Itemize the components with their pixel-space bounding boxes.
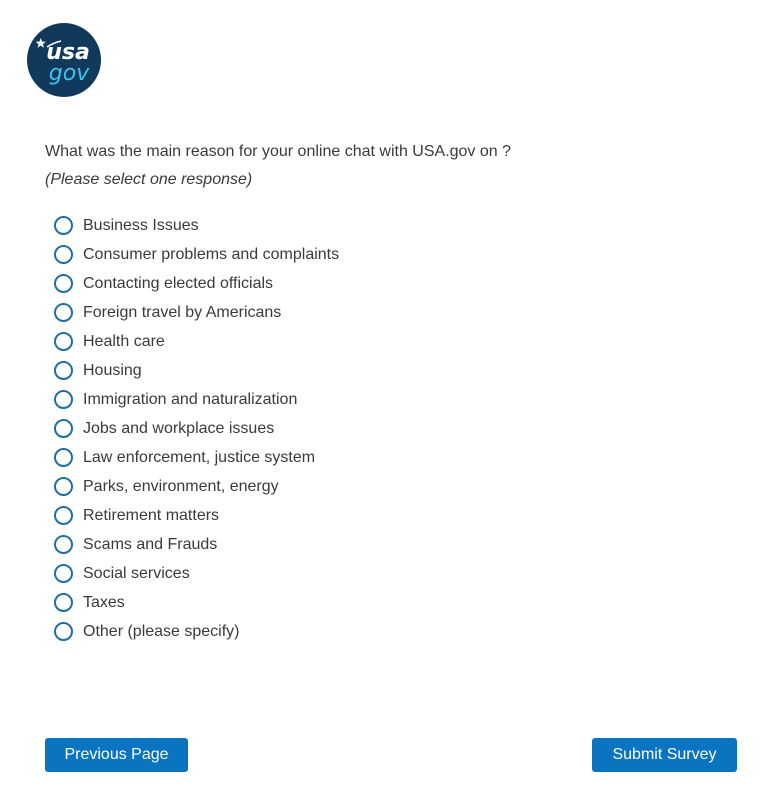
option-label: Social services (83, 564, 190, 582)
option-label: Housing (83, 361, 142, 379)
option-elected-officials[interactable] (54, 269, 339, 298)
response-options (54, 211, 339, 646)
option-consumer-problems[interactable] (54, 240, 339, 269)
option-label: Foreign travel by Americans (83, 303, 282, 321)
option-retirement[interactable] (54, 501, 339, 530)
option-label: Parks, environment, energy (83, 477, 279, 495)
option-jobs[interactable] (54, 414, 339, 443)
radio-button[interactable] (54, 245, 73, 264)
radio-button[interactable] (54, 419, 73, 438)
radio-button[interactable] (54, 216, 73, 235)
option-social-services[interactable] (54, 559, 339, 588)
option-housing[interactable] (54, 356, 339, 385)
survey-question: What was the main reason for your online chat with USA.gov on ? (45, 143, 512, 160)
option-label: Taxes (83, 593, 125, 611)
radio-button[interactable] (54, 506, 73, 525)
survey-instruction: (Please select one response) (45, 171, 253, 188)
option-law-enforcement[interactable] (54, 443, 339, 472)
option-parks[interactable] (54, 472, 339, 501)
radio-button[interactable] (54, 332, 73, 351)
option-label: Contacting elected officials (83, 274, 274, 292)
radio-button[interactable] (54, 361, 73, 380)
option-label: Immigration and naturalization (83, 390, 298, 408)
option-health-care[interactable] (54, 327, 339, 356)
option-label: Other (please specify) (83, 622, 240, 640)
radio-button[interactable] (54, 274, 73, 293)
option-label: Retirement matters (83, 506, 220, 524)
radio-button[interactable] (54, 390, 73, 409)
option-business-issues[interactable] (54, 211, 339, 240)
radio-button[interactable] (54, 477, 73, 496)
option-scams[interactable] (54, 530, 339, 559)
radio-button[interactable] (54, 593, 73, 612)
option-immigration[interactable] (54, 385, 339, 414)
radio-button[interactable] (54, 448, 73, 467)
radio-button[interactable] (54, 303, 73, 322)
option-label: Business Issues (83, 216, 199, 234)
radio-button[interactable] (54, 535, 73, 554)
usagov-logo-graphic (27, 23, 101, 97)
option-label: Law enforcement, justice system (83, 448, 316, 466)
option-label: Consumer problems and complaints (83, 245, 340, 263)
radio-button[interactable] (54, 564, 73, 583)
option-label: Health care (83, 332, 165, 350)
option-taxes[interactable] (54, 588, 339, 617)
option-other[interactable] (54, 617, 339, 646)
option-label: Jobs and workplace issues (83, 419, 275, 437)
option-foreign-travel[interactable] (54, 298, 339, 327)
logo-text-usa: usa (46, 40, 90, 65)
submit-survey-button[interactable]: Submit Survey (592, 738, 737, 772)
usagov-logo (27, 23, 101, 97)
logo-text-gov: gov (48, 61, 90, 86)
radio-button[interactable] (54, 622, 73, 641)
previous-page-button[interactable]: Previous Page (45, 738, 188, 772)
option-label: Scams and Frauds (83, 535, 218, 553)
